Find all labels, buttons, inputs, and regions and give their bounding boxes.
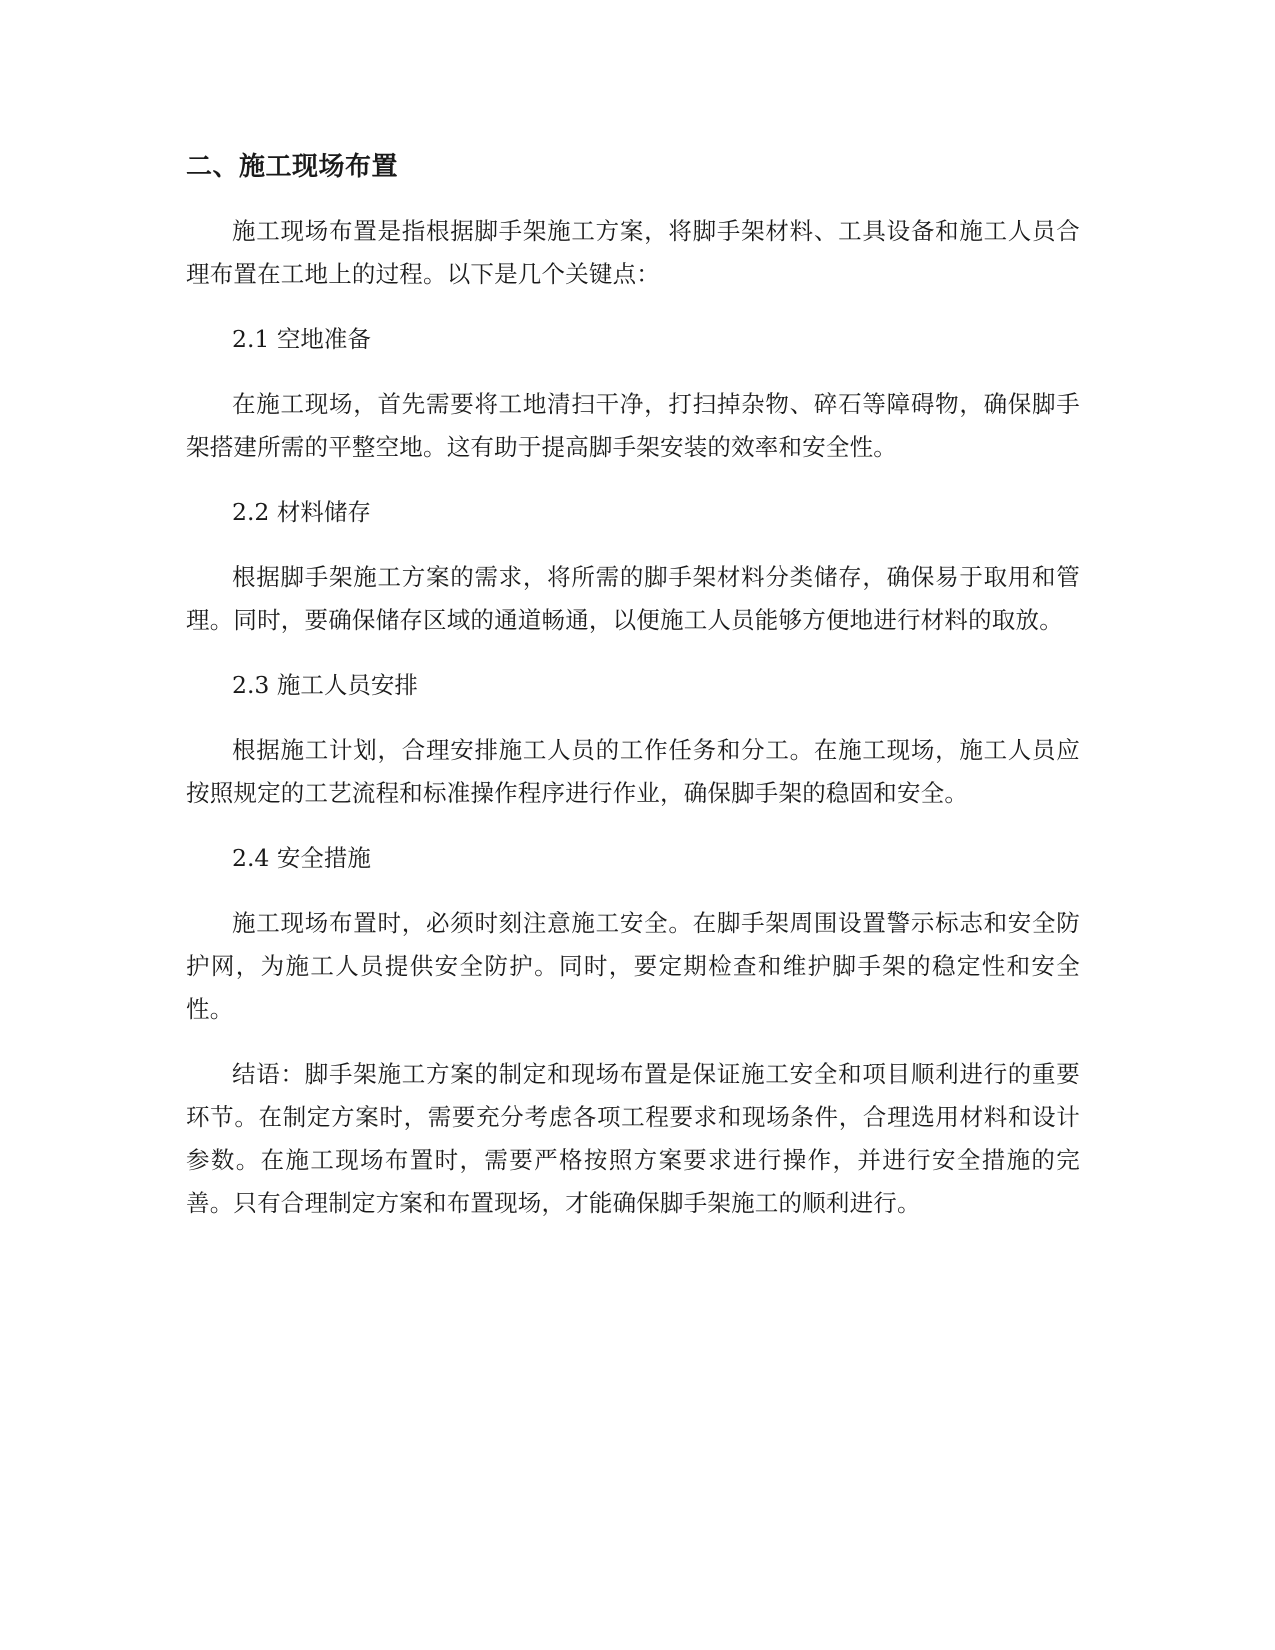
- conclusion-paragraph: 结语：脚手架施工方案的制定和现场布置是保证施工安全和项目顺利进行的重要环节。在制定方案时，需要充分考虑各项工程要求和现场条件，合理选用材料和设计参数。在施工现场布置时，需要严格按照方案要求进行操作，并进行安全措施的完善。只有合理制定方案和布置现场，才能确保脚手架施工的顺利进行。: [186, 1060, 1080, 1217]
- subsection-heading-2-3: 2.3 施工人员安排: [232, 671, 418, 699]
- subsection-heading-2-2: 2.2 材料储存: [232, 498, 371, 526]
- section-title: 二、施工现场布置: [186, 152, 399, 182]
- subsection-body-2-4: 施工现场布置时，必须时刻注意施工安全。在脚手架周围设置警示标志和安全防护网，为施工人员提供安全防护。同时，要定期检查和维护脚手架的稳定性和安全性。: [186, 909, 1080, 1023]
- subsection-heading-2-4: 2.4 安全措施: [232, 844, 371, 872]
- document-content: [186, 150, 1080, 1247]
- intro-paragraph: 施工现场布置是指根据脚手架施工方案，将脚手架材料、工具设备和施工人员合理布置在工地上的过程。以下是几个关键点：: [186, 217, 1080, 288]
- subsection-heading-2-1: 2.1 空地准备: [232, 325, 371, 353]
- subsection-body-2-1: 在施工现场，首先需要将工地清扫干净，打扫掉杂物、碎石等障碍物，确保脚手架搭建所需的平整空地。这有助于提高脚手架安装的效率和安全性。: [186, 390, 1080, 461]
- subsection-body-2-2: 根据脚手架施工方案的需求，将所需的脚手架材料分类储存，确保易于取用和管理。同时，要确保储存区域的通道畅通，以便施工人员能够方便地进行材料的取放。: [186, 563, 1080, 634]
- subsection-body-2-3: 根据施工计划，合理安排施工人员的工作任务和分工。在施工现场，施工人员应按照规定的工艺流程和标准操作程序进行作业，确保脚手架的稳固和安全。: [186, 736, 1080, 807]
